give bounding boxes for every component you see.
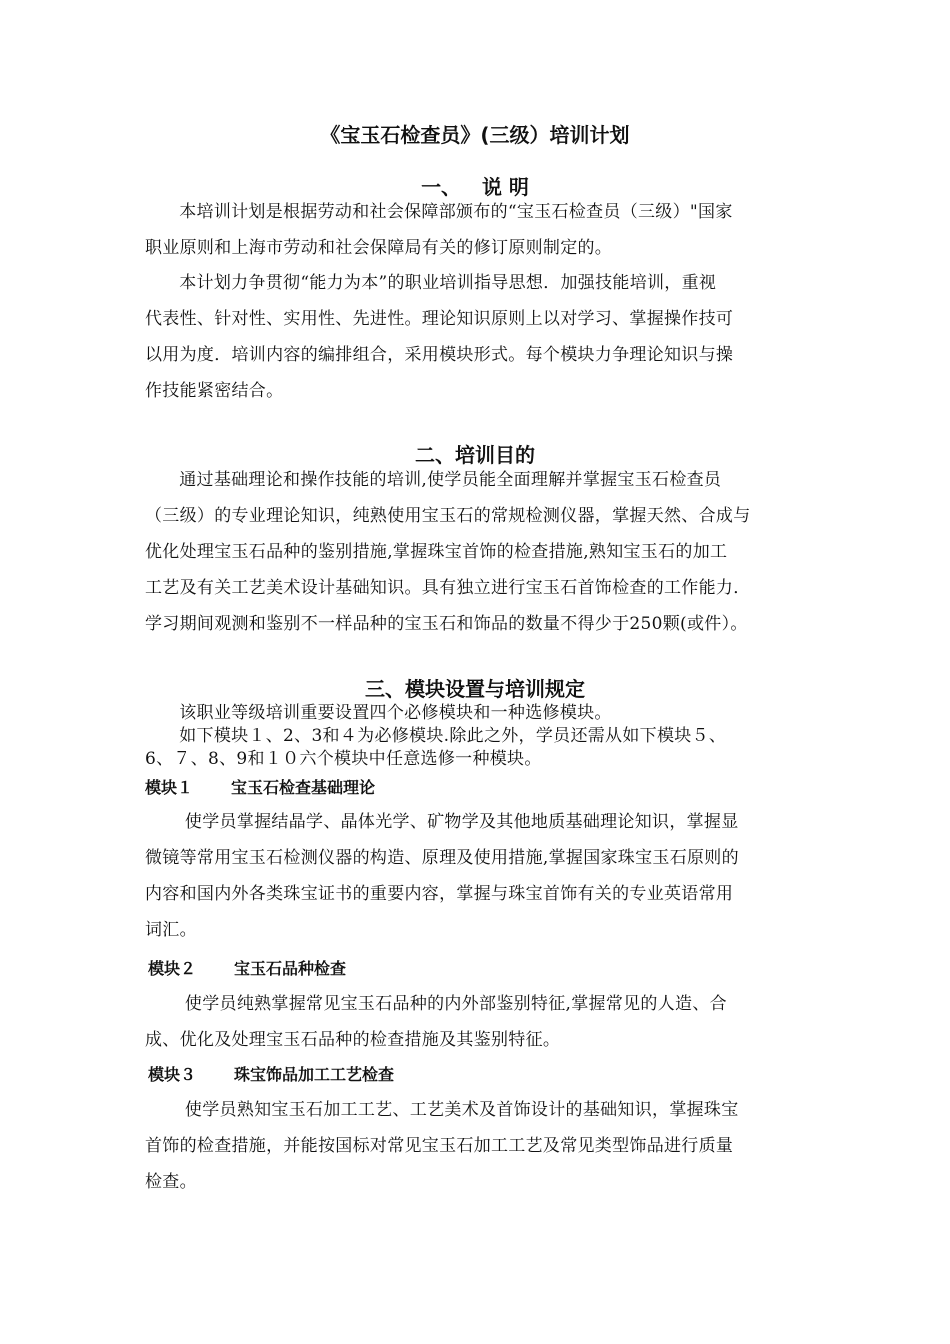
text-line: 学习期间观测和鉴别不一样品种的宝玉石和饰品的数量不得少于250颗(或件）。: [145, 614, 748, 634]
text-line: 代表性、针对性、实用性、先进性。理论知识原则上以对学习、掌握操作技可: [145, 309, 734, 329]
module-number: 模块３: [148, 1065, 197, 1084]
text-line: （三级）的专业理论知识，纯熟使用宝玉石的常规检测仪器，掌握天然、合成与: [145, 506, 751, 526]
module-1-description: [145, 804, 817, 948]
paragraph-basis: [145, 194, 817, 266]
module-2-heading: [148, 957, 346, 981]
module-number: 模块２: [148, 959, 197, 978]
module-name: 珠宝饰品加工工艺检查: [234, 1065, 395, 1084]
module-3-heading: [148, 1063, 394, 1087]
module-3-description: [145, 1092, 817, 1200]
paragraph-objective: [145, 462, 817, 642]
module-name: 宝玉石检查基础理论: [231, 778, 376, 797]
text-line: 职业原则和上海市劳动和社会保障局有关的修订原则制定的。: [145, 238, 613, 258]
module-2-description: [145, 986, 817, 1058]
text-line: 使学员熟知宝玉石加工工艺、工艺美术及首饰设计的基础知识，掌握珠宝: [145, 1100, 739, 1120]
paragraph-module-settings: [145, 702, 817, 771]
text-line: 本培训计划是根据劳动和社会保障部颁布的“宝玉石检查员（三级）"国家: [145, 202, 733, 222]
text-line: 使学员纯熟掌握常见宝玉石品种的内外部鉴别特征,掌握常见的人造、合: [145, 994, 727, 1014]
text-line: 优化处理宝玉石品种的鉴别措施,掌握珠宝首饰的检查措施,熟知宝玉石的加工: [145, 542, 728, 562]
module-number: 模块１: [145, 778, 194, 797]
text-line: 使学员掌握结晶学、晶体光学、矿物学及其他地质基础理论知识，掌握显: [145, 812, 739, 832]
section-heading-objective: 二、培训目的: [415, 443, 535, 467]
text-line: 工艺及有关工艺美术设计基础知识。具有独立进行宝玉石首饰检查的工作能力．: [145, 578, 751, 598]
text-line: 6、７、8、9和１０六个模块中任意选修一种模块。: [145, 749, 542, 769]
text-line: 该职业等级培训重要设置四个必修模块和一种选修模块。: [145, 703, 612, 723]
text-line: 内容和国内外各类珠宝证书的重要内容，掌握与珠宝首饰有关的专业英语常用: [145, 884, 734, 904]
document-title: 《宝玉石检查员》(三级）培训计划: [320, 123, 630, 147]
text-line: 微镜等常用宝玉石检测仪器的构造、原理及使用措施,掌握国家珠宝玉石原则的: [145, 848, 739, 868]
paragraph-principle: [145, 265, 817, 409]
section-heading-explanation: 一、 说 明: [421, 175, 529, 199]
module-name: 宝玉石品种检查: [234, 959, 347, 978]
text-line: 作技能紧密结合。: [145, 381, 284, 401]
text-line: 词汇。: [145, 920, 197, 940]
text-line: 以用为度．培训内容的编排组合，采用模块形式。每个模块力争理论知识与操: [145, 345, 734, 365]
section-heading-modules: 三、模块设置与培训规定: [365, 677, 585, 701]
module-1-heading: [145, 776, 375, 800]
text-line: 如下模块１、2、3和４为必修模块.除此之外，学员还需从如下模块５、: [145, 726, 727, 746]
text-line: 成、优化及处理宝玉石品种的检查措施及其鉴别特征。: [145, 1030, 561, 1050]
text-line: 通过基础理论和操作技能的培训,使学员能全面理解并掌握宝玉石检查员: [145, 470, 722, 490]
text-line: 检查。: [145, 1172, 197, 1192]
text-line: 本计划力争贯彻“能力为本”的职业培训指导思想．加强技能培训，重视: [145, 273, 717, 293]
text-line: 首饰的检查措施，并能按国标对常见宝玉石加工工艺及常见类型饰品进行质量: [145, 1136, 734, 1156]
